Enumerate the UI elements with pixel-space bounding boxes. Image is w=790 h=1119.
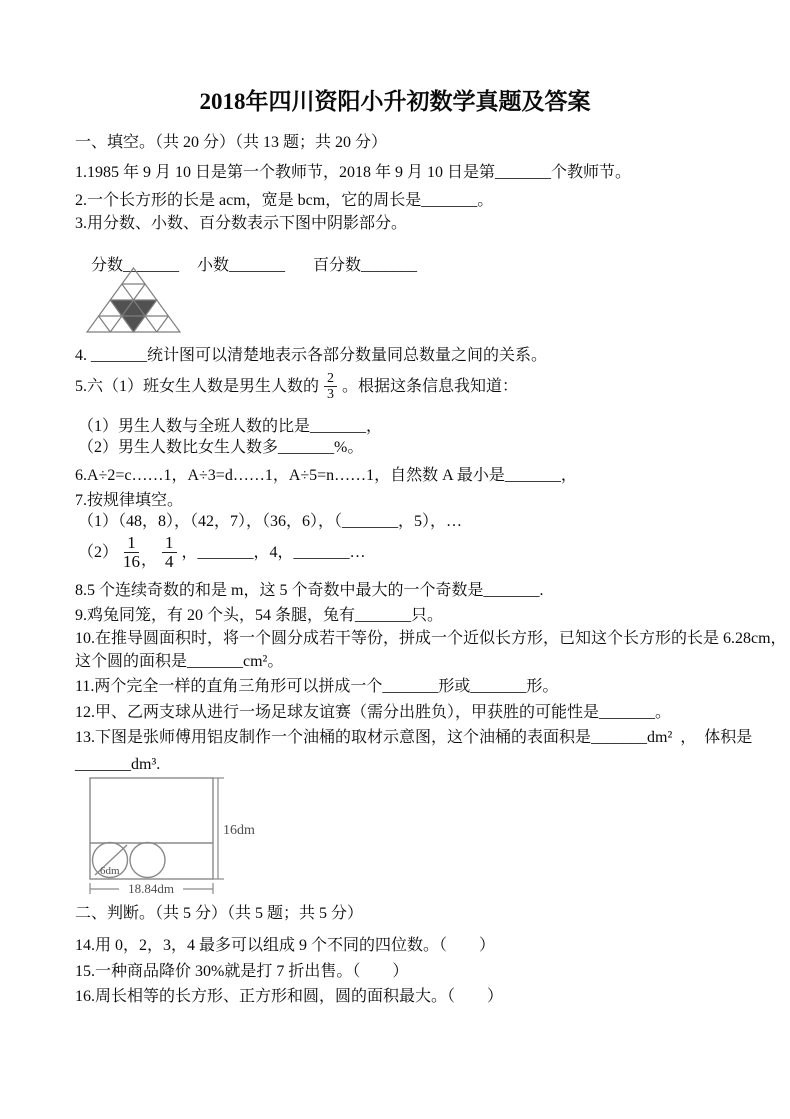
question-16: 16.周长相等的长方形、正方形和圆，圆的面积最大。（ ）	[75, 988, 504, 1005]
fraction-blank-label: 分数_______	[91, 257, 180, 274]
width-dimension-label: 18.84dm	[128, 881, 174, 896]
fraction-one-fourth: $\frac{1}{4}$	[162, 534, 177, 571]
question-2: 2.一个长方形的长是 acm，宽是 bcm，它的周长是_______。	[75, 192, 494, 209]
decimal-blank-label: 小数_______	[197, 257, 286, 274]
question-9: 9.鸡兔同笼，有 20 个头，54 条腿，兔有_______只。	[75, 607, 444, 624]
question-4: 4. _______统计图可以清楚地表示各部分数量同总数量之间的关系。	[75, 347, 548, 364]
question-8: 8.5 个连续奇数的和是 m，这 5 个奇数中最大的一个奇数是_______.	[75, 582, 544, 599]
question-11: 11.两个完全一样的直角三角形可以拼成一个_______形或_______形。	[75, 678, 559, 695]
question-13-line-1: 13.下图是张师傅用铝皮制作一个油桶的取材示意图，这个油桶的表面积是_______dm² ， 体积是	[75, 729, 753, 746]
question-7-sub-2	[78, 532, 366, 572]
page-title: 2018年四川资阳小升初数学真题及答案	[199, 89, 591, 114]
oil-drum-figure	[84, 772, 269, 900]
section-1-heading: 一、填空。（共 20 分）（共 13 题；共 20 分）	[75, 134, 388, 151]
question-14: 14.用 0，2，3，4 最多可以组成 9 个不同的四位数。（ ）	[75, 937, 496, 954]
percent-blank-label: 百分数_______	[313, 257, 418, 274]
question-7-sub-2-post: ，_______，4，_______…	[181, 543, 366, 561]
question-1: 1.1985 年 9 月 10 日是第一个教师节，2018 年 9 月 10 日是第_______个教师节。	[75, 164, 632, 181]
height-dimension-label: 16dm	[223, 823, 255, 838]
oil-drum-outline	[90, 778, 213, 879]
question-3: 3.用分数、小数、百分数表示下图中阴影部分。	[75, 215, 408, 232]
diameter-dimension-label: 6dm	[100, 865, 120, 877]
question-7: 7.按规律填空。	[75, 492, 184, 509]
fraction-separator-comma: ，	[141, 552, 158, 569]
question-5-pre: 5.六（1）班女生人数是男生人数的	[75, 378, 320, 395]
question-10-line-2: 这个圆的面积是_______cm²。	[75, 653, 284, 670]
question-5-sub-1: （1）男生人数与全班人数的比是_______，	[78, 418, 383, 435]
question-7-sub-1: （1）（48，8），（42，7），（36，6），（_______，5），…	[78, 513, 463, 530]
question-5	[75, 368, 518, 405]
fraction-one-sixteenth: $\frac{1}{16}$	[123, 532, 141, 571]
question-12: 12.甲、乙两支球从进行一场足球友谊赛（需分出胜负），甲获胜的可能性是_______。	[75, 704, 672, 721]
triangle-grid-figure	[84, 264, 184, 336]
question-13-line-2: _______dm³.	[75, 756, 161, 773]
question-7-sub-2-pre: （2）	[78, 543, 119, 561]
question-6: 6.A÷2=c……1，A÷3=d……1，A÷5=n……1，自然数 A 最小是_______，	[75, 467, 577, 484]
question-5-sub-2: （2）男生人数比女生人数多_______%。	[78, 439, 364, 456]
fraction-two-thirds: $\frac{2}{3}$	[324, 371, 337, 402]
question-15: 15.一种商品降价 30%就是打 7 折出售。（ ）	[75, 963, 409, 980]
drum-end-circle-2	[130, 843, 165, 878]
question-10-line-1: 10.在推导圆面积时，将一个圆分成若干等份，拼成一个近似长方形，已知这个长方形的长是 6.28cm，	[75, 630, 787, 647]
section-2-heading: 二、判断。（共 5 分）（共 5 题；共 5 分）	[75, 905, 364, 922]
question-5-post: 。根据这条信息我知道：	[342, 378, 519, 395]
